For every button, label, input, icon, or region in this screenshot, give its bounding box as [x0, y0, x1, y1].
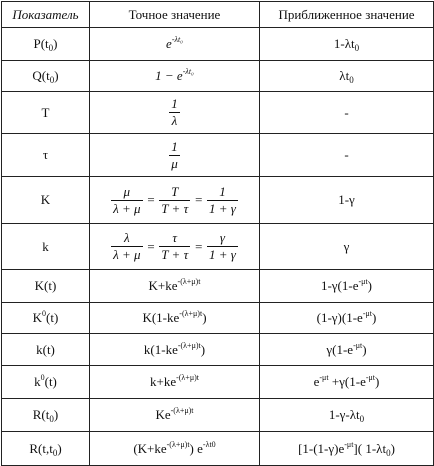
fraction-numerator: 1 [207, 184, 238, 201]
approx-tail: ) [362, 341, 367, 357]
indicator-tail: (t) [44, 374, 57, 389]
fraction [111, 230, 142, 263]
approx-exponent: -μt [358, 277, 368, 286]
fraction-numerator: γ [207, 230, 238, 247]
exact-cell [90, 92, 260, 134]
fraction-denominator: T + τ [161, 247, 189, 262]
header-indicator: Показатель [2, 2, 90, 28]
fraction [111, 184, 142, 217]
exact-cell [90, 134, 260, 177]
approx-cell [260, 334, 434, 366]
approx-cell [260, 432, 434, 466]
approx-exponent-2: -μt [365, 373, 376, 382]
exact-cell [90, 334, 260, 366]
approx-tail: ) [390, 440, 395, 456]
approx-cell: γ [260, 224, 434, 270]
fraction-numerator: λ [111, 230, 142, 247]
approx-cell: - [260, 92, 434, 134]
approx-tail: ) [367, 278, 373, 293]
indicator-cell [2, 303, 90, 334]
indicator-name: k [34, 374, 41, 389]
approx-text: 1-γ-λt [328, 407, 360, 422]
exact-tail: ) [202, 310, 207, 325]
indicator-cell: K [2, 177, 90, 224]
indicator-cell: k [2, 224, 90, 270]
fraction-denominator: 1 + γ [209, 247, 236, 262]
fraction-numerator: 1 [171, 96, 178, 111]
table-row [2, 334, 434, 366]
approx-middle: +γ(1-e [328, 374, 366, 389]
indicator-tail: (t) [46, 310, 59, 325]
approx-text: 1-γ(1-e [320, 278, 359, 293]
exact-cell [90, 303, 260, 334]
equals-sign: = [146, 192, 156, 207]
exact-base: k+ke [149, 374, 177, 389]
approx-text: (1-γ)(1-e [316, 310, 363, 325]
fraction-denominator: 1 + γ [209, 200, 236, 216]
approx-tail: ) [375, 374, 380, 389]
indicator-cell: K(t) [2, 270, 90, 303]
approx-cell: - [260, 134, 434, 177]
fraction [159, 230, 190, 263]
exact-exponent-2: -λt0 [202, 439, 216, 449]
fraction-numerator: τ [159, 230, 190, 247]
exact-base: k(1-ke [143, 341, 178, 357]
approx-exponent: -μt [353, 340, 363, 350]
equals-sign: = [194, 238, 203, 254]
reliability-table [1, 1, 434, 466]
fraction [159, 184, 190, 217]
approx-text: 1-λt [333, 36, 355, 51]
exact-tail: ) [200, 341, 206, 357]
indicator-tail: ) [53, 36, 58, 51]
indicator-name: R(t,t [29, 440, 53, 456]
approx-middle: ]( 1-λt [353, 440, 387, 456]
indicator-name: R(t [32, 407, 50, 422]
exact-exponent: -(λ+μ)t [177, 277, 201, 286]
fraction [169, 96, 180, 129]
indicator-cell [2, 28, 90, 61]
exact-base: K+ke [148, 278, 178, 293]
exact-cell [90, 366, 260, 399]
approx-cell [260, 303, 434, 334]
table-row [2, 270, 434, 303]
indicator-name: P(t [33, 36, 49, 51]
table-row [2, 303, 434, 334]
exact-base: 1 − e [155, 68, 183, 83]
table-row [2, 134, 434, 177]
fraction-denominator: λ + μ [113, 247, 141, 262]
approx-text: e [313, 374, 320, 389]
equals-sign: = [194, 192, 203, 207]
approx-cell [260, 28, 434, 61]
indicator-name: Q(t [32, 68, 50, 83]
approx-text: λt [339, 68, 350, 83]
indicator-cell [2, 366, 90, 399]
table-row [2, 28, 434, 61]
indicator-name: K [32, 310, 43, 325]
table-row [2, 432, 434, 466]
fraction-denominator: T + τ [161, 200, 189, 216]
exact-cell [90, 224, 260, 270]
exact-cell [90, 270, 260, 303]
indicator-sub: 0 [49, 414, 54, 424]
exact-cell [90, 432, 260, 466]
fraction-denominator: μ [171, 155, 178, 171]
exact-base: e [166, 36, 172, 51]
indicator-tail: ) [54, 68, 59, 83]
indicator-cell [2, 399, 90, 432]
approx-exponent: -μt [344, 439, 354, 449]
indicator-cell [2, 432, 90, 466]
exact-exponent: -(λ+μ)t [166, 439, 190, 449]
indicator-sup: 0 [42, 309, 47, 318]
exact-cell [90, 28, 260, 61]
exact-cell [90, 399, 260, 432]
equals-sign: = [146, 238, 156, 254]
table-row [2, 61, 434, 92]
approx-cell [260, 270, 434, 303]
exact-exponent: -(λ+μ)t [179, 309, 203, 318]
exact-middle: ) e [189, 440, 203, 456]
approx-cell: 1-γ [260, 177, 434, 224]
table-row [2, 224, 434, 270]
indicator-sub: 0 [49, 75, 55, 85]
exact-base: K(1-ke [142, 310, 180, 325]
approx-sub: 0 [354, 43, 360, 53]
exact-exponent: -(λ+μ)t [177, 340, 201, 350]
approx-text: γ(1-e [326, 341, 354, 357]
indicator-tail: ) [53, 407, 59, 422]
indicator-cell: T [2, 92, 90, 134]
exact-base: (K+ke [133, 440, 167, 456]
indicator-sup: 0 [40, 373, 45, 382]
table-row [2, 177, 434, 224]
approx-sub: 0 [386, 447, 391, 458]
exact-exponent: -(λ+μ)t [170, 406, 194, 415]
indicator-tail: ) [57, 440, 62, 456]
approx-cell [260, 366, 434, 399]
approx-sub: 0 [359, 414, 365, 424]
approx-tail: ) [372, 310, 377, 325]
fraction-denominator: λ [171, 113, 178, 128]
table-row [2, 399, 434, 432]
indicator-cell: τ [2, 134, 90, 177]
fraction-numerator: 1 [169, 139, 180, 156]
approx-exponent: -μt [319, 373, 329, 382]
exact-base: Ke [155, 407, 171, 422]
approx-cell [260, 399, 434, 432]
table-row [2, 366, 434, 399]
fraction [207, 184, 238, 217]
exact-cell [90, 61, 260, 92]
indicator-cell [2, 61, 90, 92]
exact-exponent: -λt₀ [171, 35, 183, 44]
fraction [207, 230, 238, 263]
header-approx: Приближенное значение [260, 2, 434, 28]
approx-text: [1-(1-γ)e [298, 440, 345, 456]
indicator-cell: k(t) [2, 334, 90, 366]
exact-exponent: -(λ+μ)t [176, 373, 199, 382]
header-exact: Точное значение [90, 2, 260, 28]
fraction-numerator: T [159, 184, 190, 201]
exact-cell [90, 177, 260, 224]
approx-cell [260, 61, 434, 92]
approx-exponent: -μt [362, 309, 372, 318]
fraction-denominator: λ + μ [113, 200, 141, 216]
header-row [2, 2, 434, 28]
exact-exponent: -λt₀ [182, 67, 194, 76]
indicator-sub: 0 [48, 43, 54, 53]
indicator-sub: 0 [52, 447, 58, 458]
approx-sub: 0 [349, 75, 354, 85]
fraction [169, 139, 180, 172]
table-row [2, 92, 434, 134]
fraction-numerator: μ [111, 184, 142, 201]
